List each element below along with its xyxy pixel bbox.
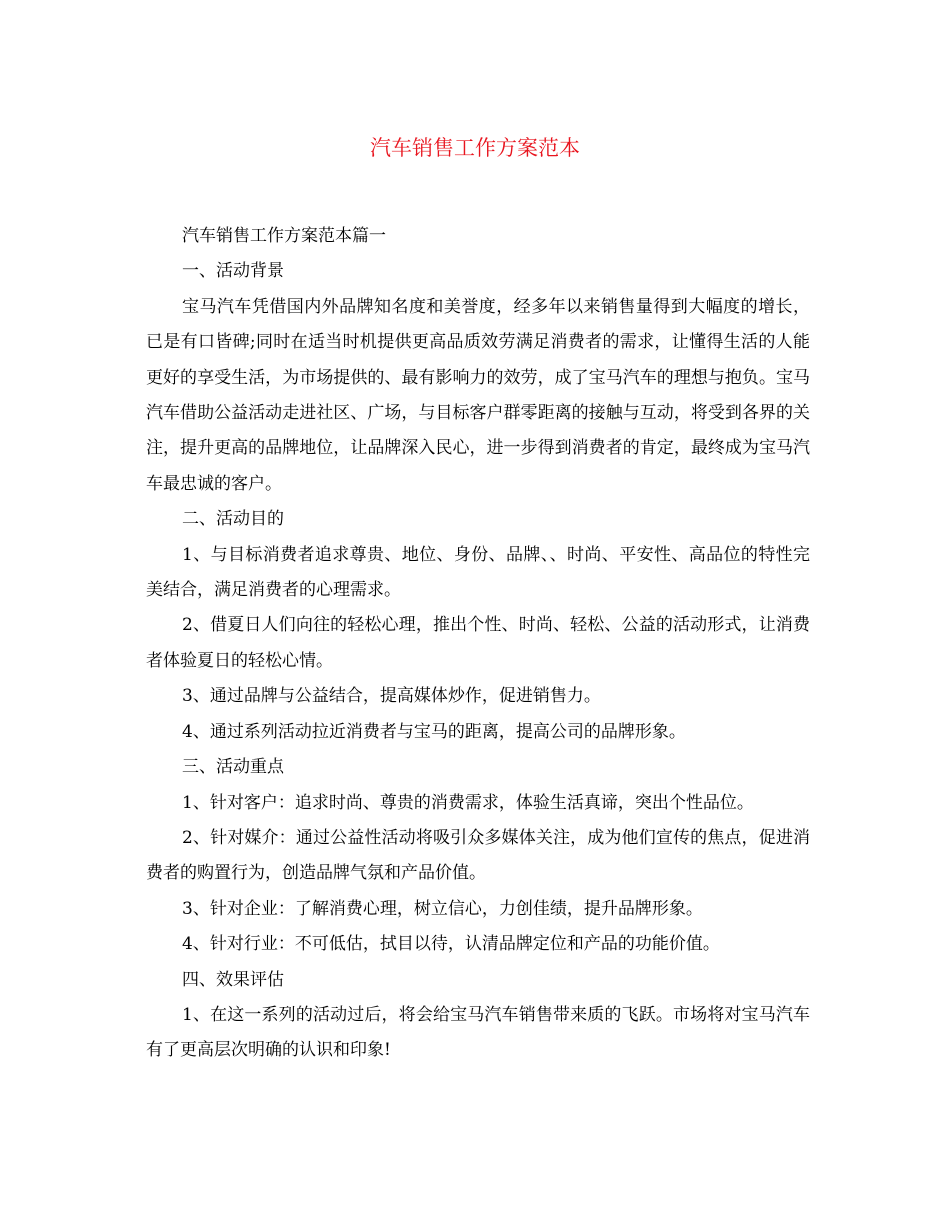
purpose-item-4: 4、通过系列活动拉近消费者与宝马的距离，提高公司的品牌形象。: [182, 721, 686, 742]
focus-item-4: 4、针对行业：不可低估，拭目以待，认清品牌定位和产品的功能价值。: [182, 934, 720, 955]
purpose-item-1: 1、与目标消费者追求尊贵、地位、身份、品牌、、时尚、平安性、高品位的特性完美结合，满足消费者的心理需求。: [146, 544, 810, 601]
focus-item-3: 3、针对企业：了解消费心理，树立信心，力创佳绩，提升品牌形象。: [182, 898, 703, 919]
evaluation-item-1: 1、在这一系列的活动过后，将会给宝马汽车销售带来质的飞跃。市场将对宝马汽车有了更高层次明确的认识和印象!: [146, 1004, 810, 1061]
document-body: [146, 219, 810, 1069]
purpose-item-3: 3、通过品牌与公益结合，提高媒体炒作，促进销售力。: [182, 686, 601, 707]
focus-item-2: 2、针对媒介：通过公益性活动将吸引众多媒体关注，成为他们宣传的焦点，促进消费者的购置行为，创造品牌气氛和产品价值。: [146, 827, 810, 884]
purpose-item-2: 2、借夏日人们向往的轻松心理，推出个性、时尚、轻松、公益的活动形式，让消费者体验夏日的轻松心情。: [146, 615, 810, 671]
paragraph-background: 宝马汽车凭借国内外品牌知名度和美誉度，经多年以来销售量得到大幅度的增长，已是有口皆碑;同时在适当时机提供更高品质效劳满足消费者的需求，让懂得生活的人能更好的享受生活，为市场提供的、最有影响力的效劳，成了宝马汽车的理想与抱负。宝马汽车借助公益活动走进社区、广场，与目标客户群零距离的接触与互动，将受到各界的关注，提升更高的品牌地位，让品牌深入民心，进一步得到消费者的肯定，最终成为宝马汽车最忠诚的客户。: [146, 296, 810, 494]
heading-activity-purpose: 二、活动目的: [182, 509, 284, 530]
section-heading-part-one: 汽车销售工作方案范本篇一: [182, 226, 386, 246]
document-title: 汽车销售工作方案范本: [370, 136, 580, 160]
heading-activity-focus: 三、活动重点: [182, 757, 284, 778]
heading-effect-evaluation: 四、效果评估: [182, 969, 284, 990]
focus-item-1: 1、针对客户：追求时尚、尊贵的消费需求，体验生活真谛，突出个性品位。: [182, 792, 754, 813]
heading-activity-background: 一、活动背景: [182, 261, 284, 282]
